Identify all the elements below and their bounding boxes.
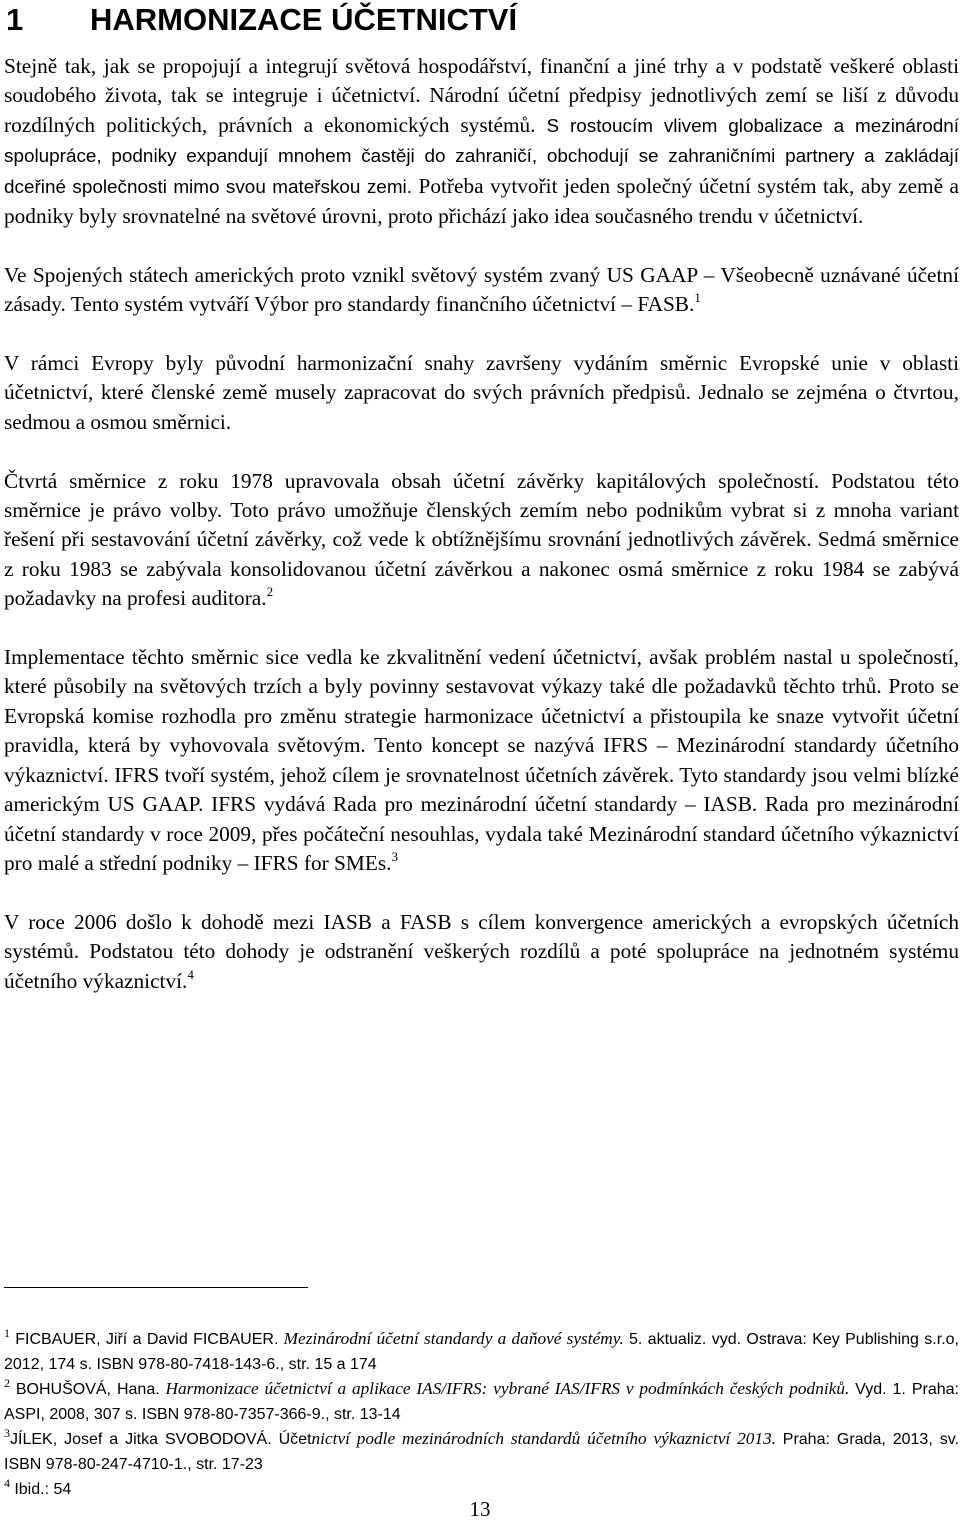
footnote-separator <box>4 1287 308 1288</box>
page-number: 13 <box>469 1497 491 1521</box>
paragraph-text: Čtvrtá směrnice z roku 1978 upravovala obsah účetní závěrky kapitálových společností. Podstatou této směrnice je právo volby. Toto právo umožňuje členských zemím nebo podnikům vybrat si z mnoha variant řešení při sestavování účetní závěrky, což vede k obtížnějšímu srovnání jednotlivých závěrek. Sedmá směrnice z roku 1983 se zabývala konsolidovanou účetní závěrkou a nakonec osmá směrnice z roku 1984 se zabývá požadavky na profesi auditora. <box>4 468 959 611</box>
paragraph <box>4 908 959 996</box>
footnote-mark: 3 <box>4 1426 10 1440</box>
footnote <box>4 1427 959 1477</box>
footnote-title: nictví podle mezinárodních standardů účetního výkaznictví 2013. <box>311 1429 776 1448</box>
footnote-ref: 3 <box>391 848 398 864</box>
footnote <box>4 1377 959 1427</box>
chapter-heading <box>6 2 517 38</box>
footnote-author: Ibid.: 54 <box>14 1481 72 1498</box>
footnote-ref: 1 <box>694 290 701 306</box>
paragraph-text-sans: S rostoucím vlivem globalizace a mezinárodní spolupráce, podniky expandují mnohem častěji do zahraničí, obchodují se zahraničními partnery a zakládají dceřiné společnosti mimo svou mateřskou zemi. <box>4 115 959 198</box>
paragraph-text: V roce 2006 došlo k dohodě mezi IASB a FASB s cílem konvergence amerických a evropských účetních systémů. Podstatou této dohody je odstranění veškerých rozdílů a poté spolupráce na jednotném systému účetního výkaznictví. <box>4 909 959 993</box>
footnote-title: Mezinárodní účetní standardy a daňové systémy. <box>283 1329 624 1348</box>
paragraph-text: Stejně tak, jak se propojují a integrují světová hospodářství, finanční a jiné trhy a v podstatě veškeré oblasti soudobého života, tak se integruje i účetnictví. Národní účetní předpisy jednotlivých zemí se liší z důvodu rozdílných politických, právních a ekonomických systémů. <box>4 54 959 137</box>
footnote-author: JÍLEK, Josef a Jitka SVOBODOVÁ. Účet <box>10 1431 312 1448</box>
footnote-ref: 2 <box>266 584 274 600</box>
paragraph-text: V rámci Evropy byly původní harmonizační snahy završeny vydáním směrnic Evropské unie v oblasti účetnictví, které členské země musely zapracovat do svých právních předpisů. Jednalo se zejména o čtvrtou, sedmou a osmou směrnici. <box>4 351 959 434</box>
paragraph <box>4 467 959 614</box>
paragraph <box>4 52 959 231</box>
paragraph <box>4 349 959 437</box>
body-text <box>4 52 959 1025</box>
footnote-author: BOHUŠOVÁ, Hana. <box>15 1381 160 1398</box>
paragraph-text: Potřeba vytvořit jeden společný účetní systém tak, aby země a podniky byly srovnatelné na světové úrovni, proto přichází jako idea současného trendu v účetnictví. <box>4 173 960 229</box>
footnote-details: Vyd. 1. Praha: ASPI, 2008, 307 s. ISBN 978-80-7357-366-9., str. 13-14 <box>4 1381 959 1423</box>
chapter-title: HARMONIZACE ÚČETNICTVÍ <box>90 2 518 37</box>
footnote-title: Harmonizace účetnictví a aplikace IAS/IFRS: vybrané IAS/IFRS v podmínkách českých podniků. <box>165 1379 850 1398</box>
footnote-mark: 2 <box>4 1376 10 1390</box>
paragraph <box>4 643 959 878</box>
footnote-details: 5. aktualiz. vyd. Ostrava: Key Publishing s.r.o, 2012, 174 s. ISBN 978-80-7418-143-6., str. 15 a 174 <box>4 1331 959 1373</box>
paragraph-text: Ve Spojených státech amerických proto vznikl světový systém zvaný US GAAP – Všeobecně uznávané účetní zásady. Tento systém vytváří Výbor pro standardy finančního účetnictví – FASB. <box>4 262 959 317</box>
paragraph <box>4 261 959 320</box>
paragraph-text: Implementace těchto směrnic sice vedla ke zkvalitnění vedení účetnictví, avšak problém nastal u společností, které působily na světových trzích a byly povinny sestavovat výkazy také dle požadavků těchto trhů. Proto se Evropská komise rozhodla pro změnu strategie harmonizace účetnictví a přistoupila ke snaze vytvořit účetní pravidla, která by vyhovovala světovým. Tento koncept se nazývá IFRS – Mezinárodní standardy účetního výkaznictví. IFRS tvoří systém, jehož cílem je srovnatelnost účetních závěrek. Tyto standardy jsou velmi blízké americkým US GAAP. IFRS vydává Rada pro mezinárodní účetní standardy – IASB. Rada pro mezinárodní účetní standardy v roce 2009, přes počáteční nesouhlas, vydala také Mezinárodní standard účetního výkaznictví pro malé a střední podniky – IFRS for SMEs. <box>4 645 959 875</box>
footnotes <box>4 1327 959 1502</box>
footnote <box>4 1327 959 1377</box>
footnote-mark: 4 <box>4 1476 10 1490</box>
chapter-number: 1 <box>6 2 24 37</box>
footnote-details: Praha: Grada, 2013, sv. ISBN 978-80-247-4710-1., str. 17-23 <box>4 1431 959 1473</box>
footnote-author: FICBAUER, Jiří a David FICBAUER. <box>15 1331 279 1348</box>
footnote-ref: 4 <box>187 966 194 982</box>
footnote-mark: 1 <box>4 1326 10 1340</box>
